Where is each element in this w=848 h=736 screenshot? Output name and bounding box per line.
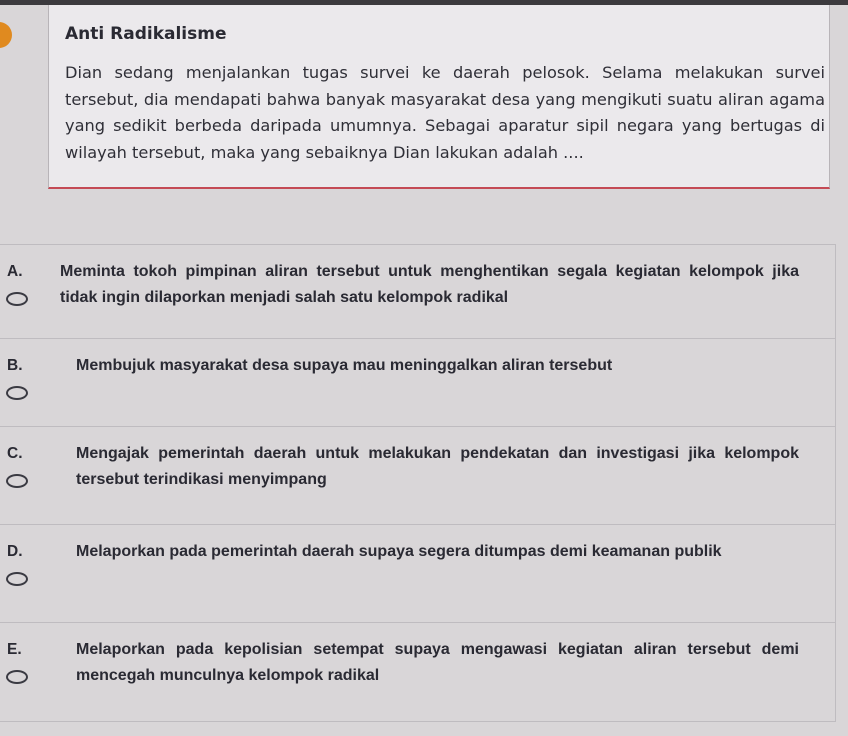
answer-options (0, 244, 836, 722)
option-c[interactable] (0, 427, 835, 525)
option-text: Melaporkan pada pemerintah daerah supaya segera ditumpas demi keamanan publik (76, 543, 722, 560)
option-text: Melaporkan pada kepolisian setempat supaya mengawasi kegiatan aliran tersebut demi mencegah munculnya kelompok radikal (76, 641, 799, 684)
option-b[interactable] (0, 339, 835, 427)
option-d[interactable] (0, 525, 835, 623)
option-text: Membujuk masyarakat desa supaya mau meninggalkan aliran tersebut (76, 357, 613, 374)
option-text: Mengajak pemerintah daerah untuk melakukan pendekatan dan investigasi jika kelompok tersebut terindikasi menyimpang (76, 445, 799, 488)
option-e[interactable] (0, 623, 835, 722)
option-letter: B. (7, 357, 23, 374)
option-b-radio[interactable] (6, 386, 28, 400)
question-number-badge (0, 22, 12, 48)
option-letter: C. (7, 445, 23, 462)
question-title: Anti Radikalisme (65, 24, 227, 44)
option-letter: A. (7, 263, 23, 280)
question-card (48, 5, 830, 189)
option-text: Meminta tokoh pimpinan aliran tersebut untuk menghentikan segala kegiatan kelompok jika tidak ingin dilaporkan menjadi salah satu kelompok radikal (60, 263, 799, 306)
option-d-radio[interactable] (6, 572, 28, 586)
option-e-radio[interactable] (6, 670, 28, 684)
option-letter: E. (7, 641, 22, 658)
option-a-radio[interactable] (6, 292, 28, 306)
question-text: Dian sedang menjalankan tugas survei ke daerah pelosok. Selama melakukan survei tersebut, dia mendapati bahwa banyak masyarakat desa yang mengikuti suatu aliran agama yang sedikit berbeda daripada umumnya. Sebagai aparatur sipil negara yang bertugas di wilayah tersebut, maka yang sebaiknya Dian lakukan adalah .... (65, 63, 825, 162)
option-c-radio[interactable] (6, 474, 28, 488)
option-a[interactable] (0, 245, 835, 339)
option-letter: D. (7, 543, 23, 560)
